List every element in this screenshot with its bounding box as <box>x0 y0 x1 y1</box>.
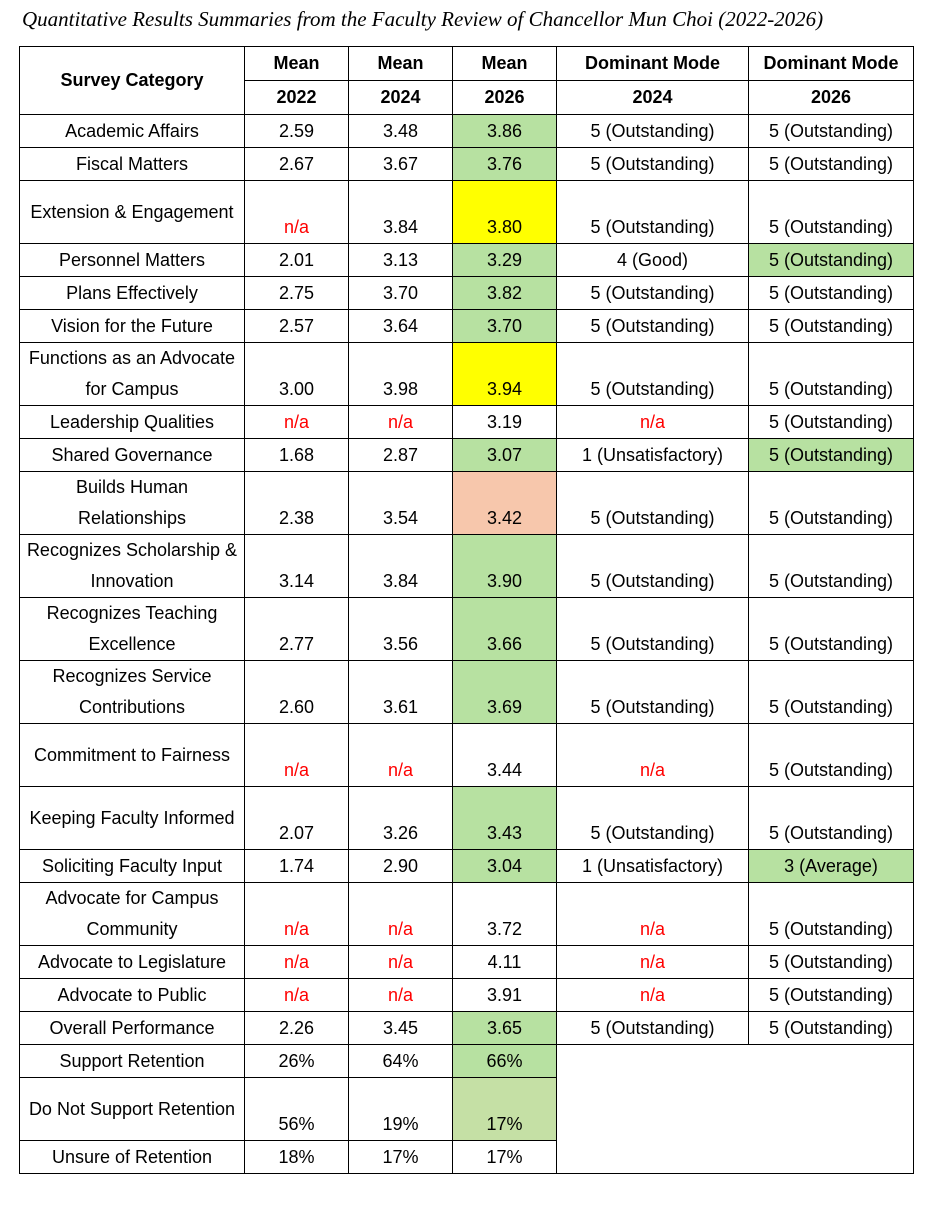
mode-2026-cell: 5 (Outstanding) <box>749 439 914 472</box>
category-cell: Soliciting Faculty Input <box>20 850 245 883</box>
table-row <box>20 535 914 598</box>
mean-2024-cell: 3.67 <box>349 148 453 181</box>
mode-2024-cell: 5 (Outstanding) <box>557 115 749 148</box>
table-row <box>20 343 914 406</box>
mean-2024-cell: n/a <box>349 883 453 946</box>
mean-2024-cell: 3.54 <box>349 472 453 535</box>
table-row <box>20 946 914 979</box>
table-row <box>20 883 914 946</box>
category-cell: Support Retention <box>20 1045 245 1078</box>
pct-2026-cell: 17% <box>453 1078 557 1141</box>
mode-2024-cell: 5 (Outstanding) <box>557 661 749 724</box>
mean-2026-cell: 3.43 <box>453 787 557 850</box>
mode-2026-cell: 5 (Outstanding) <box>749 343 914 406</box>
mean-2022-cell: 2.57 <box>245 310 349 343</box>
mode-2024-cell: 5 (Outstanding) <box>557 148 749 181</box>
category-cell: Advocate to Public <box>20 979 245 1012</box>
mode-2024-cell: 5 (Outstanding) <box>557 310 749 343</box>
mean-2026-cell: 3.29 <box>453 244 557 277</box>
header-mode-2024: Dominant Mode <box>557 47 749 81</box>
mean-2022-cell: n/a <box>245 946 349 979</box>
mean-2024-cell: n/a <box>349 946 453 979</box>
mean-2026-cell: 3.82 <box>453 277 557 310</box>
mode-2026-cell: 5 (Outstanding) <box>749 310 914 343</box>
table-row <box>20 787 914 850</box>
mean-2024-cell: n/a <box>349 979 453 1012</box>
table-row <box>20 661 914 724</box>
pct-2022-cell: 56% <box>245 1078 349 1141</box>
mean-2022-cell: 2.26 <box>245 1012 349 1045</box>
table-row <box>20 1012 914 1045</box>
mean-2026-cell: 3.91 <box>453 979 557 1012</box>
mode-2024-cell: 5 (Outstanding) <box>557 277 749 310</box>
mode-2024-cell: 5 (Outstanding) <box>557 1012 749 1045</box>
category-cell: Vision for the Future <box>20 310 245 343</box>
mean-2024-cell: n/a <box>349 724 453 787</box>
header-mean-2022: Mean <box>245 47 349 81</box>
mean-2026-cell: 3.07 <box>453 439 557 472</box>
table-row <box>20 439 914 472</box>
mode-2026-cell: 5 (Outstanding) <box>749 406 914 439</box>
category-cell: Recognizes Scholarship & Innovation <box>20 535 245 598</box>
mean-2022-cell: 2.59 <box>245 115 349 148</box>
category-cell: Extension & Engagement <box>20 181 245 244</box>
mean-2024-cell: 2.87 <box>349 439 453 472</box>
mode-2024-cell: n/a <box>557 406 749 439</box>
header-year-mode-2024: 2024 <box>557 81 749 115</box>
mean-2024-cell: 3.45 <box>349 1012 453 1045</box>
mean-2022-cell: 2.77 <box>245 598 349 661</box>
mean-2026-cell: 3.69 <box>453 661 557 724</box>
mode-2024-cell: 5 (Outstanding) <box>557 535 749 598</box>
table-row <box>20 181 914 244</box>
document-title: Quantitative Results Summaries from the Faculty Review of Chancellor Mun Choi (2022-2026) <box>22 7 824 31</box>
mode-2024-cell: 5 (Outstanding) <box>557 787 749 850</box>
mean-2022-cell: n/a <box>245 724 349 787</box>
mean-2022-cell: n/a <box>245 181 349 244</box>
table-row <box>20 979 914 1012</box>
mean-2026-cell: 4.11 <box>453 946 557 979</box>
category-cell: Leadership Qualities <box>20 406 245 439</box>
category-cell: Do Not Support Retention <box>20 1078 245 1141</box>
mode-2024-cell: 5 (Outstanding) <box>557 472 749 535</box>
mean-2024-cell: 3.61 <box>349 661 453 724</box>
mean-2024-cell: 3.64 <box>349 310 453 343</box>
results-table <box>19 46 914 1174</box>
mean-2026-cell: 3.70 <box>453 310 557 343</box>
category-cell: Builds Human Relationships <box>20 472 245 535</box>
mode-2026-cell: 5 (Outstanding) <box>749 946 914 979</box>
mean-2022-cell: 2.07 <box>245 787 349 850</box>
mode-2024-cell: 5 (Outstanding) <box>557 598 749 661</box>
mode-2024-cell: n/a <box>557 946 749 979</box>
category-cell: Advocate to Legislature <box>20 946 245 979</box>
mode-2026-cell: 5 (Outstanding) <box>749 787 914 850</box>
pct-2022-cell: 26% <box>245 1045 349 1078</box>
mean-2022-cell: 2.60 <box>245 661 349 724</box>
category-cell: Personnel Matters <box>20 244 245 277</box>
mode-2024-cell: 1 (Unsatisfactory) <box>557 850 749 883</box>
mean-2026-cell: 3.90 <box>453 535 557 598</box>
mean-2026-cell: 3.66 <box>453 598 557 661</box>
mode-2026-cell: 5 (Outstanding) <box>749 598 914 661</box>
mean-2022-cell: 2.75 <box>245 277 349 310</box>
mean-2024-cell: 3.26 <box>349 787 453 850</box>
table-row <box>20 850 914 883</box>
mean-2026-cell: 3.76 <box>453 148 557 181</box>
mean-2024-cell: 3.70 <box>349 277 453 310</box>
header-survey-category: Survey Category <box>20 47 245 115</box>
mode-2024-cell: 1 (Unsatisfactory) <box>557 439 749 472</box>
mode-2026-cell: 5 (Outstanding) <box>749 535 914 598</box>
table-row <box>20 310 914 343</box>
header-row-top <box>20 47 914 81</box>
category-cell: Overall Performance <box>20 1012 245 1045</box>
mode-2026-cell: 5 (Outstanding) <box>749 244 914 277</box>
mean-2022-cell: n/a <box>245 406 349 439</box>
mode-2024-cell: n/a <box>557 724 749 787</box>
mean-2026-cell: 3.44 <box>453 724 557 787</box>
mode-2026-cell: 5 (Outstanding) <box>749 115 914 148</box>
mean-2022-cell: n/a <box>245 883 349 946</box>
mean-2022-cell: 2.67 <box>245 148 349 181</box>
category-cell: Academic Affairs <box>20 115 245 148</box>
mode-2026-cell: 5 (Outstanding) <box>749 661 914 724</box>
table-row <box>20 598 914 661</box>
category-cell: Advocate for Campus Community <box>20 883 245 946</box>
mode-2026-cell: 5 (Outstanding) <box>749 148 914 181</box>
mean-2024-cell: 3.56 <box>349 598 453 661</box>
mean-2022-cell: 3.14 <box>245 535 349 598</box>
header-year-2024: 2024 <box>349 81 453 115</box>
mean-2022-cell: 3.00 <box>245 343 349 406</box>
pct-2024-cell: 19% <box>349 1078 453 1141</box>
category-cell: Fiscal Matters <box>20 148 245 181</box>
header-mean-2024: Mean <box>349 47 453 81</box>
mode-2024-cell: n/a <box>557 883 749 946</box>
header-mode-2026: Dominant Mode <box>749 47 914 81</box>
mode-2026-cell: 5 (Outstanding) <box>749 883 914 946</box>
header-mean-2026: Mean <box>453 47 557 81</box>
table-row <box>20 277 914 310</box>
mode-2026-cell: 5 (Outstanding) <box>749 277 914 310</box>
pct-2024-cell: 64% <box>349 1045 453 1078</box>
table-row <box>20 1045 914 1078</box>
mean-2024-cell: 3.84 <box>349 181 453 244</box>
mode-2026-cell: 5 (Outstanding) <box>749 724 914 787</box>
mean-2026-cell: 3.65 <box>453 1012 557 1045</box>
pct-2024-cell: 17% <box>349 1141 453 1174</box>
mean-2024-cell: 2.90 <box>349 850 453 883</box>
mean-2022-cell: 2.38 <box>245 472 349 535</box>
category-cell: Recognizes Service Contributions <box>20 661 245 724</box>
empty-region <box>557 1045 914 1174</box>
mode-2026-cell: 5 (Outstanding) <box>749 181 914 244</box>
mean-2024-cell: 3.13 <box>349 244 453 277</box>
mean-2022-cell: 1.74 <box>245 850 349 883</box>
mode-2024-cell: n/a <box>557 979 749 1012</box>
mean-2024-cell: 3.48 <box>349 115 453 148</box>
mode-2026-cell: 3 (Average) <box>749 850 914 883</box>
pct-2026-cell: 17% <box>453 1141 557 1174</box>
mode-2026-cell: 5 (Outstanding) <box>749 1012 914 1045</box>
table-row <box>20 115 914 148</box>
mode-2026-cell: 5 (Outstanding) <box>749 979 914 1012</box>
mean-2026-cell: 3.72 <box>453 883 557 946</box>
mean-2024-cell: n/a <box>349 406 453 439</box>
mean-2026-cell: 3.86 <box>453 115 557 148</box>
category-cell: Shared Governance <box>20 439 245 472</box>
table-row <box>20 406 914 439</box>
mode-2024-cell: 5 (Outstanding) <box>557 181 749 244</box>
mean-2022-cell: n/a <box>245 979 349 1012</box>
mean-2026-cell: 3.42 <box>453 472 557 535</box>
mean-2024-cell: 3.84 <box>349 535 453 598</box>
pct-2026-cell: 66% <box>453 1045 557 1078</box>
table-row <box>20 724 914 787</box>
mode-2024-cell: 4 (Good) <box>557 244 749 277</box>
mean-2026-cell: 3.80 <box>453 181 557 244</box>
mean-2026-cell: 3.94 <box>453 343 557 406</box>
mean-2024-cell: 3.98 <box>349 343 453 406</box>
mode-2026-cell: 5 (Outstanding) <box>749 472 914 535</box>
category-cell: Commitment to Fairness <box>20 724 245 787</box>
mean-2022-cell: 2.01 <box>245 244 349 277</box>
mean-2026-cell: 3.19 <box>453 406 557 439</box>
mode-2024-cell: 5 (Outstanding) <box>557 343 749 406</box>
mean-2026-cell: 3.04 <box>453 850 557 883</box>
table-row <box>20 472 914 535</box>
mean-2022-cell: 1.68 <box>245 439 349 472</box>
category-cell: Recognizes Teaching Excellence <box>20 598 245 661</box>
category-cell: Keeping Faculty Informed <box>20 787 245 850</box>
category-cell: Unsure of Retention <box>20 1141 245 1174</box>
header-year-mode-2026: 2026 <box>749 81 914 115</box>
category-cell: Plans Effectively <box>20 277 245 310</box>
pct-2022-cell: 18% <box>245 1141 349 1174</box>
table-row <box>20 244 914 277</box>
header-year-2022: 2022 <box>245 81 349 115</box>
header-year-2026: 2026 <box>453 81 557 115</box>
category-cell: Functions as an Advocate for Campus <box>20 343 245 406</box>
table-row <box>20 148 914 181</box>
